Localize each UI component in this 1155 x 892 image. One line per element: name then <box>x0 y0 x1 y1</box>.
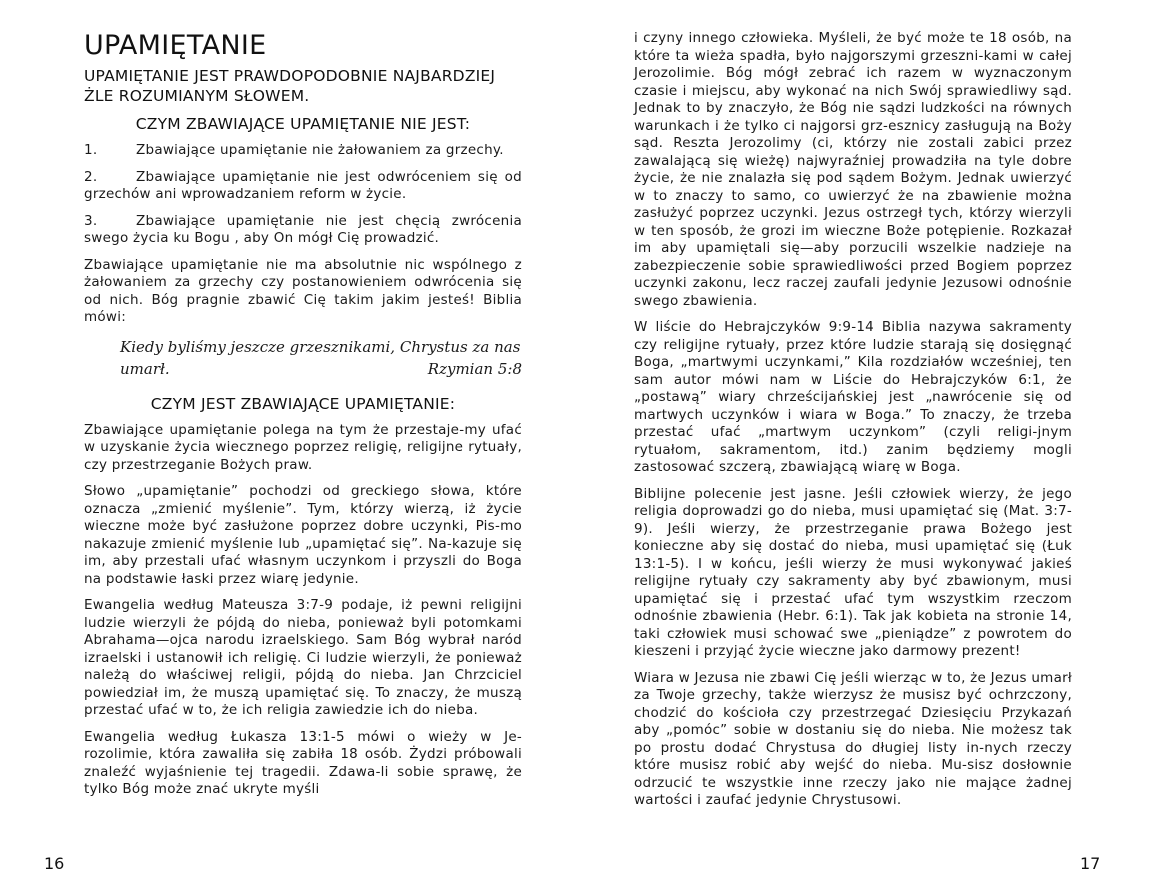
list-item-text: Zbawiające upamiętanie nie żałowaniem za grzechy. <box>136 142 504 158</box>
paragraph: Biblijne polecenie jest jasne. Jeśli człowiek wierzy, że jego religia doprowadzi go do nieba, musi upamiętać się (Mat. 3:7-9). Jeśli wierzy, że przestrzeganie prawa Bożego jest konieczne aby się dostać do nieba, musi upamiętać się (Łuk 13:1-5). I w końcu, jeśli wierzy że musi wykonywać jakieś religijne rytuały czy sakramenty aby być zbawionym, musi upamiętać się i przestać ufać tym wszystkim rzeczom odnośnie zbawienia (Hebr. 6:1). Tak jak kobieta na stronie 14, taki człowiek musi schować swe „pieniądze” z powrotem do kieszeni i przyjąć życie wieczne jako darmowy prezent! <box>634 485 1072 659</box>
paragraph: Ewangelia według Łukasza 13:1-5 mówi o wieży w Je-rozolimie, która zawaliła się zabiła 18 osób. Żydzi próbowali znaleźć wyjaśnienie tej tragedii. Zdawa-li sobie sprawę, że tylko Bóg może znać ukryte myśli <box>84 728 522 797</box>
list-item-number: 2. <box>84 168 98 185</box>
paragraph: W liście do Hebrajczyków 9:9-14 Biblia nazywa sakramenty czy religijne rytuały, przez które ludzie starają się dosięgnąć Boga, „martwymi uczynkami,” Kila rozdziałów wcześniej, ten sam autor mówi nam w Liście do Hebrajczyków 6:1, że „postawą” wiary chrześcijańskiej jest „nawrócenie się od martwych uczynków i wiara w Boga.” To znaczy, że trzeba przestać ufać „martwym uczynkom” (czyli religi-jnym rytuałom, sakramentom, itd.) zanim będziemy mogli zastosować szczerą, zbawiającą wiarę w Boga. <box>634 319 1072 475</box>
subtitle: UPAMIĘTANIE JEST PRAWDOPODOBNIE NAJBARDZIEJ ŻLE ROZUMIANYM SŁOWEM. <box>84 67 496 105</box>
list-item-text: Zbawiające upamiętanie nie jest odwróceniem się od grzechów ani wprowadzaniem reform w życie. <box>84 168 522 202</box>
quote-text-line: umarł. <box>120 359 170 378</box>
list-item-text: Zbawiające upamiętanie nie jest chęcią zwrócenia swego życia ku Bogu , aby On mógł Cię prowadzić. <box>84 212 522 246</box>
list-item <box>84 213 522 248</box>
page-number: 17 <box>1080 854 1101 873</box>
paragraph: Zbawiające upamiętanie nie ma absolutnie nic wspólnego z żałowaniem za grzechy czy postanowieniem odwrócenia się od nich. Bóg pragnie zbawić Cię takim jakim jesteś! Biblia mówi: <box>84 256 522 325</box>
paragraph: Słowo „upamiętanie” pochodzi od greckiego słowa, które oznacza „zmienić myślenie”. Tym, którzy wierzą, iż życie wieczne może być zasłużone poprzez dobre uczynki, Pis-mo nakazuje zmienić myślenie lub „upamiętać się”. Na-kazuje się im, aby przestali ufać własnym uczynkom i przyszli do Boga na podstawie łaski przez wiarę jedynie. <box>84 483 522 587</box>
quote-text-line: Kiedy byliśmy jeszcze grzesznikami, Chrystus za nas <box>120 337 521 356</box>
bible-quote <box>120 336 522 380</box>
right-column <box>634 30 1072 819</box>
paragraph: i czyny innego człowieka. Myśleli, że być może te 18 osób, na które ta wieża spadła, było najgorszymi grzeszni-kami w całej Jerozolimie. Bóg mógł zebrać ich razem w wyznaczonym czasie i miejscu, aby wykonać na nich Swój sprawiedliwy sąd. Jednak to by znaczyło, że Bóg nie sądzi ludzkości na równych warunkach i że tylko ci najgorsi grz-esznicy zasługują na Boży sąd. Reszta Jerozolimy (ci, którzy nie zostali zabici przez zawalającą się wieżę) najwyraźniej prowadziła na tyle dobre życie, że nie znalazła się pod sądem Bożym. Jednak uwierzyć w to znaczy to samo, co uwierzyć że na zbawienie można zasłużyć poprzez uczynki. Jezus ostrzegł tych, którzy wierzyli w ten sposób, że grozi im wieczne Boże potępienie. Rozkazał im aby upamiętali się—aby porzucili wszelkie nadzieje na zabezpieczenie sobie sprawiedliwości przed Bogiem poprzez uczynki zakonu, lecz raczej zaufali jedynie Jezusowi odnośnie swego zbawienia. <box>634 30 1072 309</box>
page-title: UPAMIĘTANIE <box>84 30 267 61</box>
list-item-number: 3. <box>84 212 98 229</box>
list-item <box>84 169 522 204</box>
section-heading-not: CZYM ZBAWIAJĄCE UPAMIĘTANIE NIE JEST: <box>135 115 471 133</box>
paragraph: Ewangelia według Mateusza 3:7-9 podaje, iż pewni religijni ludzie wierzyli że pójdą do nieba, ponieważ byli potomkami Abrahama—ojca narodu izraelskiego. Sam Bóg wybrał naród izraelski i ustanowił ich religię. Ci ludzie wierzyli, że ponieważ należą do właściwej religii, pójdą do nieba. Jan Chrzciciel powiedział im, że muszą upamiętać się. To znaczy, że muszą przestać ufać w to, że ich religia zawiedzie ich do nieba. <box>84 597 522 718</box>
left-column <box>84 28 522 808</box>
paragraph: Wiara w Jezusa nie zbawi Cię jeśli wierząc w to, że Jezus umarł za Twoje grzechy, także wierzysz że musisz być ochrzczony, chodzić do kościoła czy przestrzegać Dziesięciu Przykazań aby „pomóc” sobie w dostaniu się do nieba. Nie możesz tak po prostu dodać Chrystusa do długiej listy in-nych rzeczy które musisz robić aby wejść do nieba. Mu-sisz dosłownie odrzucić te wszystkie inne rzeczy jako nie mające żadnej wartości i zaufać jedynie Chrystusowi. <box>634 669 1072 808</box>
quote-reference: Rzymian 5:8 <box>427 359 522 378</box>
left-page <box>0 0 577 892</box>
paragraph: Zbawiające upamiętanie polega na tym że przestaje-my ufać w uzyskanie życia wiecznego poprzez religię, religijne rytuały, czy przestrzeganie Bożych praw. <box>84 421 522 473</box>
list-item-number: 1. <box>84 142 98 158</box>
section-heading-is: CZYM JEST ZBAWIAJĄCE UPAMIĘTANIE: <box>150 394 456 413</box>
right-page <box>578 0 1155 892</box>
page-number: 16 <box>44 854 65 873</box>
list-item <box>84 142 522 160</box>
